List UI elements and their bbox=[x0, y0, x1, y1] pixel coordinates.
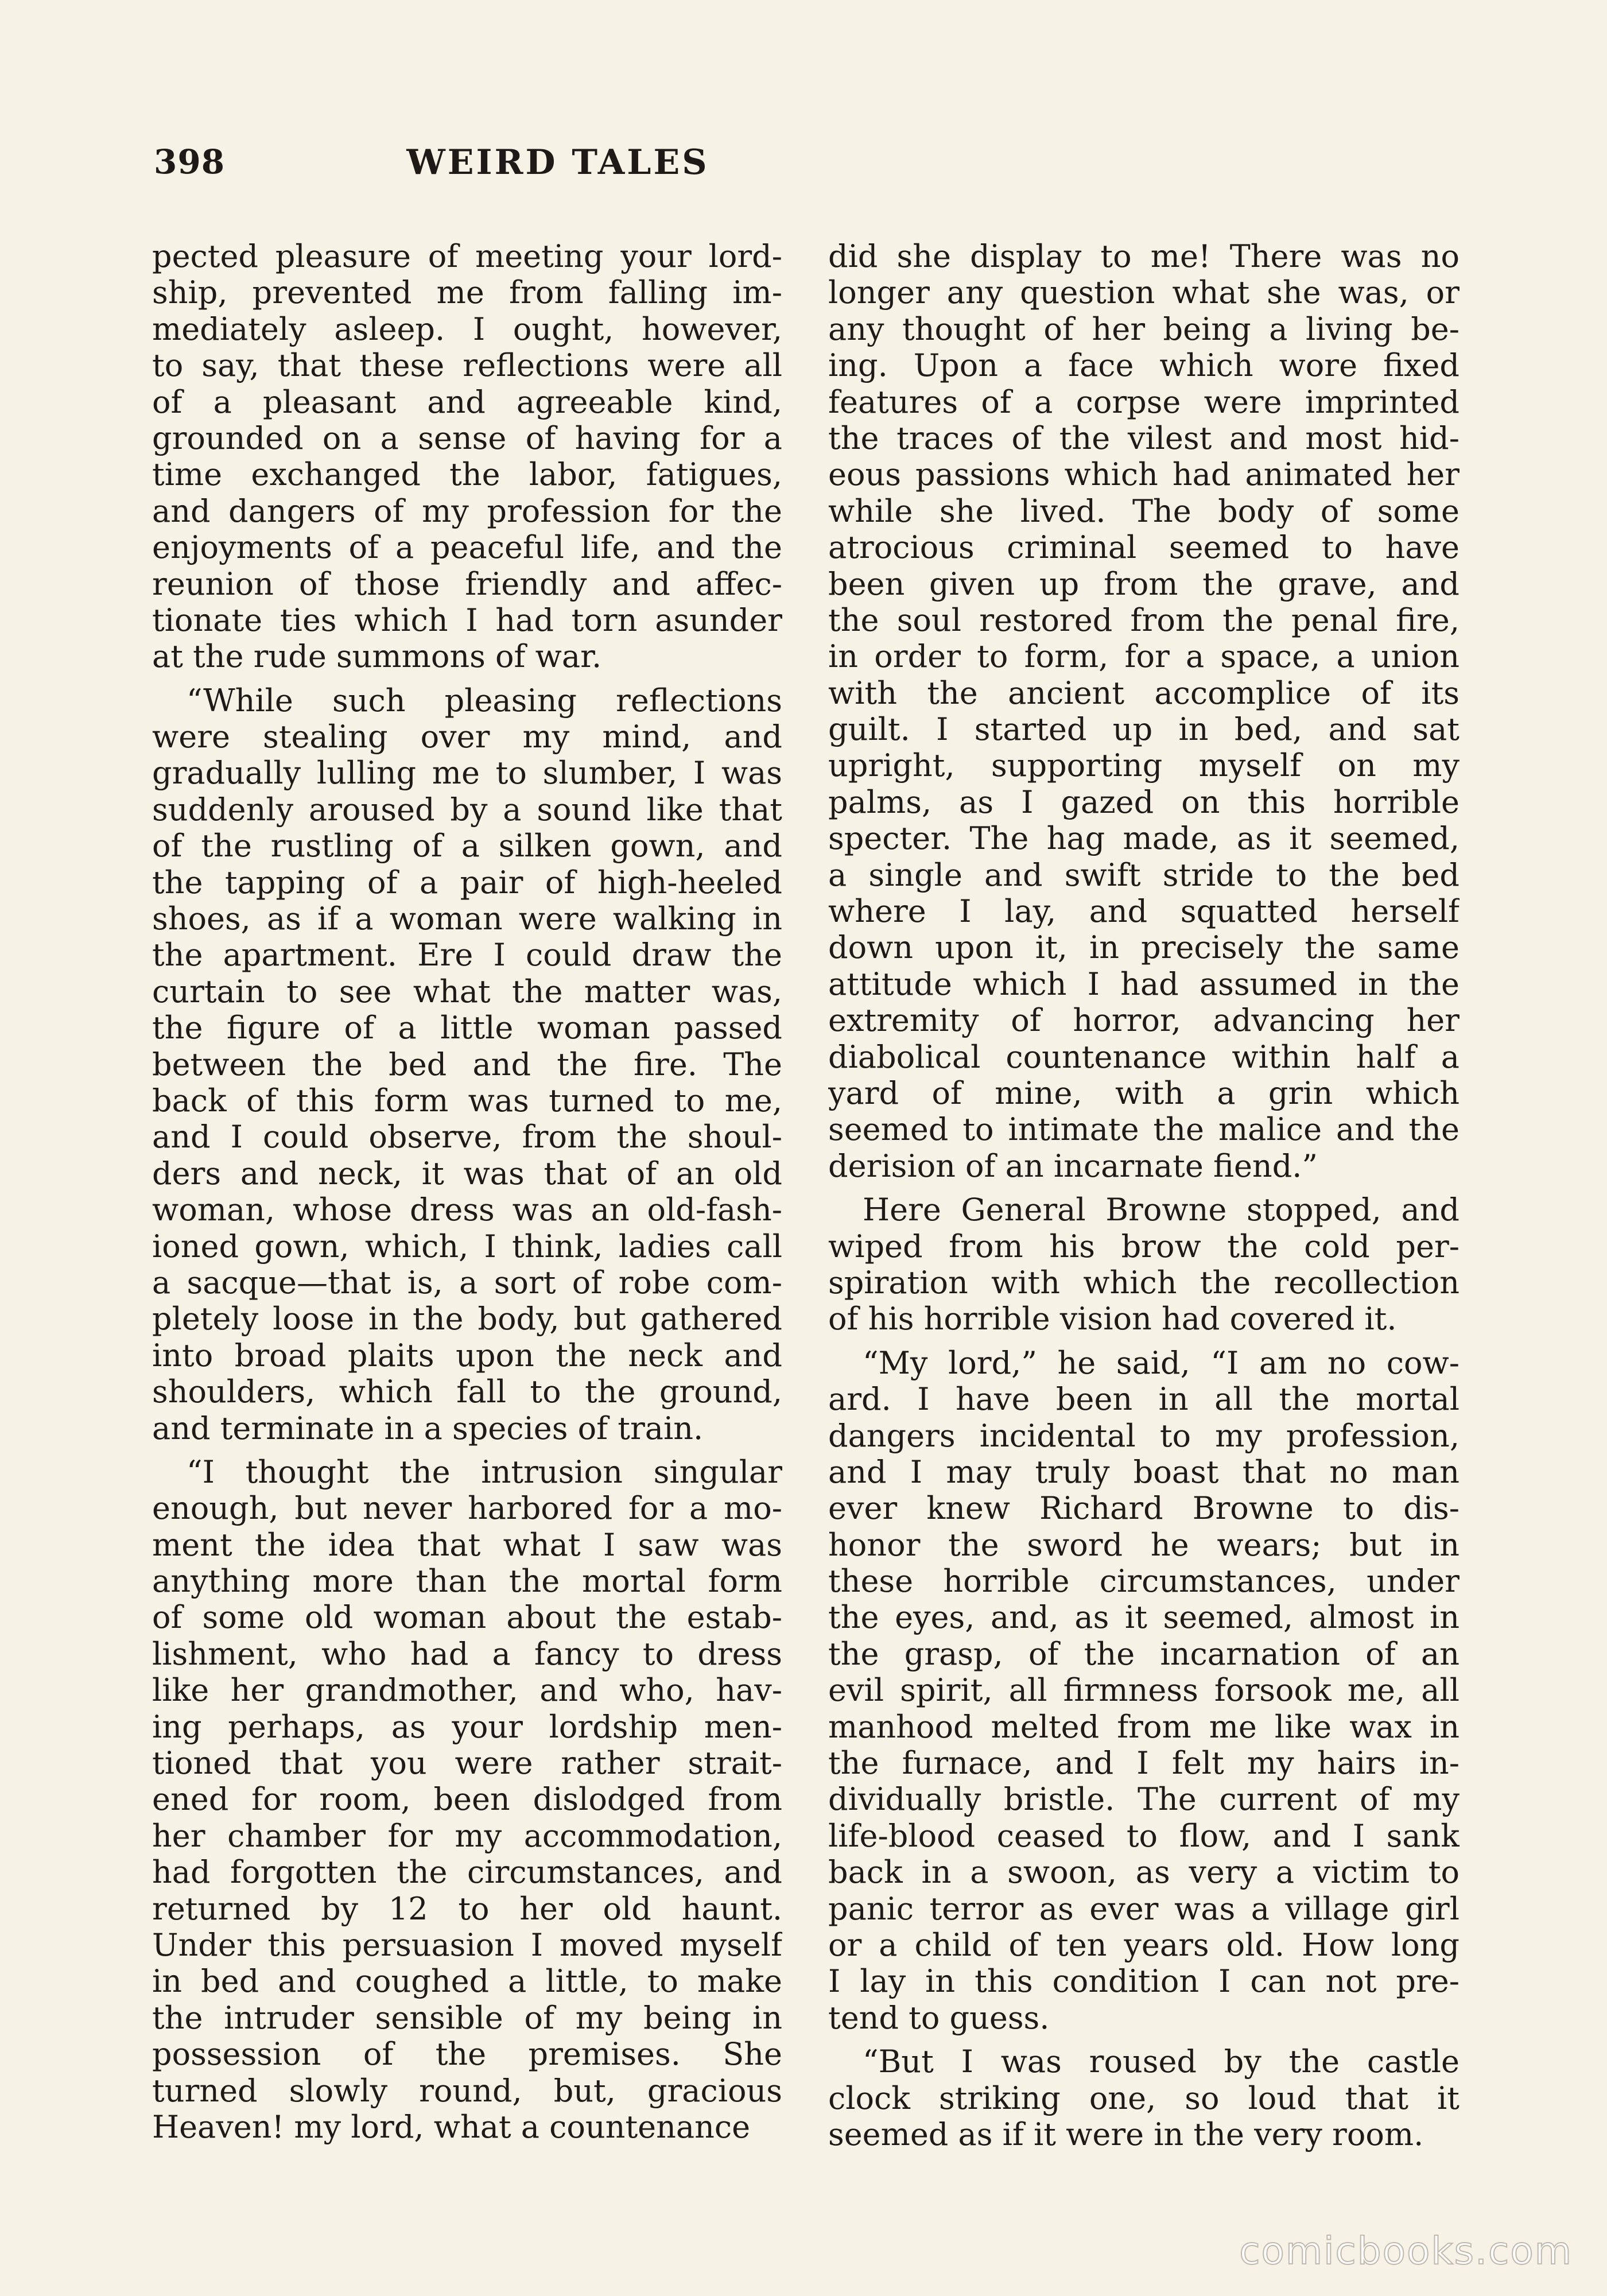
text-line: tionate ties which I had torn asunder bbox=[152, 602, 782, 638]
text-line: diabolical countenance within half a bbox=[828, 1038, 1460, 1075]
text-line: and dangers of my profession for the bbox=[152, 492, 782, 529]
paragraph-gap bbox=[152, 1446, 782, 1454]
text-line: extremity of horror, advancing her bbox=[828, 1002, 1460, 1039]
text-line: of some old woman about the estab- bbox=[152, 1599, 782, 1636]
text-line: grounded on a sense of having for a bbox=[152, 420, 782, 456]
text-line: pected pleasure of meeting your lord- bbox=[152, 238, 782, 274]
text-line: a single and swift stride to the bed bbox=[828, 856, 1460, 893]
text-line: the furnace, and I felt my hairs in- bbox=[828, 1745, 1460, 1782]
text-line: evil spirit, all firmness forsook me, all bbox=[828, 1672, 1460, 1709]
text-line: of a pleasant and agreeable kind, bbox=[152, 383, 782, 420]
text-line: honor the sword he wears; but in bbox=[828, 1526, 1460, 1563]
text-line: life-blood ceased to flow, and I sank bbox=[828, 1817, 1460, 1854]
text-line: or a child of ten years old. How long bbox=[828, 1926, 1460, 1963]
text-line: upright, supporting myself on my bbox=[828, 747, 1460, 784]
text-line: woman, whose dress was an old-fash- bbox=[152, 1192, 782, 1228]
text-line: between the bed and the fire. The bbox=[152, 1046, 782, 1083]
text-line: “My lord,” he said, “I am no cow- bbox=[863, 1344, 1460, 1381]
text-line: and I may truly boast that no man bbox=[828, 1453, 1460, 1490]
text-line: at the rude summons of war. bbox=[152, 638, 602, 675]
text-line: in bed and coughed a little, to make bbox=[152, 1963, 782, 2000]
left-text-column bbox=[152, 238, 782, 2145]
paragraph bbox=[152, 1454, 782, 2145]
text-line: manhood melted from me like wax in bbox=[828, 1708, 1460, 1745]
text-line: like her grandmother, and who, hav- bbox=[152, 1672, 782, 1709]
text-line: pletely loose in the body, but gathered bbox=[152, 1301, 782, 1337]
paragraph-gap bbox=[828, 1337, 1460, 1345]
text-line: curtain to see what the matter was, bbox=[152, 973, 782, 1010]
paragraph-gap bbox=[152, 675, 782, 682]
text-line: seemed as if it were in the very room. bbox=[828, 2116, 1424, 2152]
text-line: features of a corpse were imprinted bbox=[828, 383, 1460, 420]
text-line: to say, that these reflections were all bbox=[152, 347, 782, 384]
text-line: ened for room, been dislodged from bbox=[152, 1781, 782, 1818]
text-line: reunion of those friendly and affec- bbox=[152, 565, 782, 602]
text-line: her chamber for my accommodation, bbox=[152, 1817, 782, 1854]
text-line: the soul restored from the penal fire, bbox=[828, 602, 1460, 638]
paragraph bbox=[828, 2043, 1460, 2152]
watermark: comicbooks.com bbox=[1239, 2229, 1573, 2273]
text-line: the eyes, and, as it seemed, almost in bbox=[828, 1599, 1460, 1636]
text-line: seemed to intimate the malice and the bbox=[828, 1111, 1460, 1148]
text-line: longer any question what she was, or bbox=[828, 274, 1460, 311]
text-line: Heaven! my lord, what a countenance bbox=[152, 2108, 751, 2145]
text-line: returned by 12 to her old haunt. bbox=[152, 1890, 782, 1927]
text-line: any thought of her being a living be- bbox=[828, 311, 1460, 347]
text-line: eous passions which had animated her bbox=[828, 456, 1460, 493]
text-line: derision of an incarnate fiend.” bbox=[828, 1147, 1318, 1184]
text-line: ioned gown, which, I think, ladies call bbox=[152, 1228, 782, 1265]
text-line: back of this form was turned to me, bbox=[152, 1082, 782, 1119]
text-line: ing. Upon a face which wore fixed bbox=[828, 347, 1460, 384]
text-line: dividually bristle. The current of my bbox=[828, 1781, 1460, 1818]
text-line: tioned that you were rather strait- bbox=[152, 1745, 782, 1782]
text-line: of the rustling of a silken gown, and bbox=[152, 828, 782, 864]
text-line: suddenly aroused by a sound like that bbox=[152, 791, 782, 828]
text-line: down upon it, in precisely the same bbox=[828, 929, 1460, 966]
text-line: time exchanged the labor, fatigues, bbox=[152, 456, 782, 493]
text-line: yard of mine, with a grin which bbox=[828, 1075, 1460, 1111]
text-line: mediately asleep. I ought, however, bbox=[152, 311, 782, 347]
text-line: with the ancient accomplice of its bbox=[828, 674, 1460, 711]
text-line: atrocious criminal seemed to have bbox=[828, 529, 1460, 566]
text-line: where I lay, and squatted herself bbox=[828, 893, 1460, 930]
text-line: in order to form, for a space, a union bbox=[828, 638, 1460, 675]
text-line: Here General Browne stopped, and bbox=[863, 1192, 1460, 1228]
text-line: into broad plaits upon the neck and bbox=[152, 1337, 782, 1374]
text-line: ship, prevented me from falling im- bbox=[152, 274, 782, 311]
text-line: ders and neck, it was that of an old bbox=[152, 1155, 782, 1192]
text-line: guilt. I started up in bed, and sat bbox=[828, 711, 1460, 748]
text-line: spiration with which the recollection bbox=[828, 1264, 1460, 1301]
text-line: ard. I have been in all the mortal bbox=[828, 1381, 1460, 1418]
text-line: shoes, as if a woman were walking in bbox=[152, 901, 782, 937]
text-line: the tapping of a pair of high-heeled bbox=[152, 864, 782, 901]
right-text-column bbox=[828, 238, 1460, 2152]
text-line: been given up from the grave, and bbox=[828, 565, 1460, 602]
text-line: ment the idea that what I saw was bbox=[152, 1526, 782, 1563]
text-line: I lay in this condition I can not pre- bbox=[828, 1963, 1460, 2000]
text-line: lishment, who had a fancy to dress bbox=[152, 1635, 782, 1672]
text-line: enjoyments of a peaceful life, and the bbox=[152, 529, 782, 566]
text-line: attitude which I had assumed in the bbox=[828, 965, 1460, 1002]
text-line: and terminate in a species of train. bbox=[152, 1410, 704, 1446]
paragraph bbox=[152, 682, 782, 1446]
text-line: specter. The hag made, as it seemed, bbox=[828, 820, 1460, 857]
text-line: wiped from his brow the cold per- bbox=[828, 1228, 1460, 1265]
paragraph-gap bbox=[828, 1184, 1460, 1192]
text-line: these horrible circumstances, under bbox=[828, 1563, 1460, 1600]
paragraph-gap bbox=[828, 2036, 1460, 2043]
text-line: enough, but never harbored for a mo- bbox=[152, 1490, 782, 1527]
text-line: anything more than the mortal form bbox=[152, 1563, 782, 1600]
text-line: panic terror as ever was a village girl bbox=[828, 1890, 1460, 1927]
text-line: were stealing over my mind, and bbox=[152, 719, 782, 755]
text-line: the intruder sensible of my being in bbox=[152, 1999, 782, 2036]
text-line: “While such pleasing reflections bbox=[187, 682, 782, 719]
text-line: ing perhaps, as your lordship men- bbox=[152, 1708, 782, 1745]
text-line: clock striking one, so loud that it bbox=[828, 2080, 1460, 2116]
paragraph bbox=[828, 1345, 1460, 2036]
paragraph bbox=[152, 238, 782, 675]
page-number: 398 bbox=[154, 142, 226, 181]
text-line: back in a swoon, as very a victim to bbox=[828, 1854, 1460, 1891]
text-line: “But I was roused by the castle bbox=[863, 2043, 1460, 2080]
text-line: of his horrible vision had covered it. bbox=[828, 1301, 1397, 1337]
text-line: the traces of the vilest and most hid- bbox=[828, 420, 1460, 456]
text-line: the grasp, of the incarnation of an bbox=[828, 1635, 1460, 1672]
text-line: dangers incidental to my profession, bbox=[828, 1417, 1460, 1454]
text-line: shoulders, which fall to the ground, bbox=[152, 1374, 782, 1410]
text-line: while she lived. The body of some bbox=[828, 492, 1460, 529]
text-line: a sacque—that is, a sort of robe com- bbox=[152, 1264, 782, 1301]
text-line: turned slowly round, but, gracious bbox=[152, 2072, 782, 2109]
text-line: had forgotten the circumstances, and bbox=[152, 1854, 782, 1891]
text-line: the apartment. Ere I could draw the bbox=[152, 937, 782, 974]
text-line: palms, as I gazed on this horrible bbox=[828, 784, 1460, 820]
text-line: and I could observe, from the shoul- bbox=[152, 1119, 782, 1155]
text-line: ever knew Richard Browne to dis- bbox=[828, 1490, 1460, 1527]
page-header bbox=[154, 142, 962, 188]
paragraph bbox=[828, 238, 1460, 1184]
paragraph bbox=[828, 1192, 1460, 1337]
text-line: “I thought the intrusion singular bbox=[187, 1453, 782, 1490]
text-line: the figure of a little woman passed bbox=[152, 1010, 782, 1046]
text-line: gradually lulling me to slumber, I was bbox=[152, 755, 782, 792]
text-line: possession of the premises. She bbox=[152, 2036, 782, 2073]
text-line: tend to guess. bbox=[828, 1999, 1050, 2036]
running-title: WEIRD TALES bbox=[406, 142, 709, 183]
text-line: Under this persuasion I moved myself bbox=[152, 1926, 782, 1963]
text-line: did she display to me! There was no bbox=[828, 238, 1460, 274]
